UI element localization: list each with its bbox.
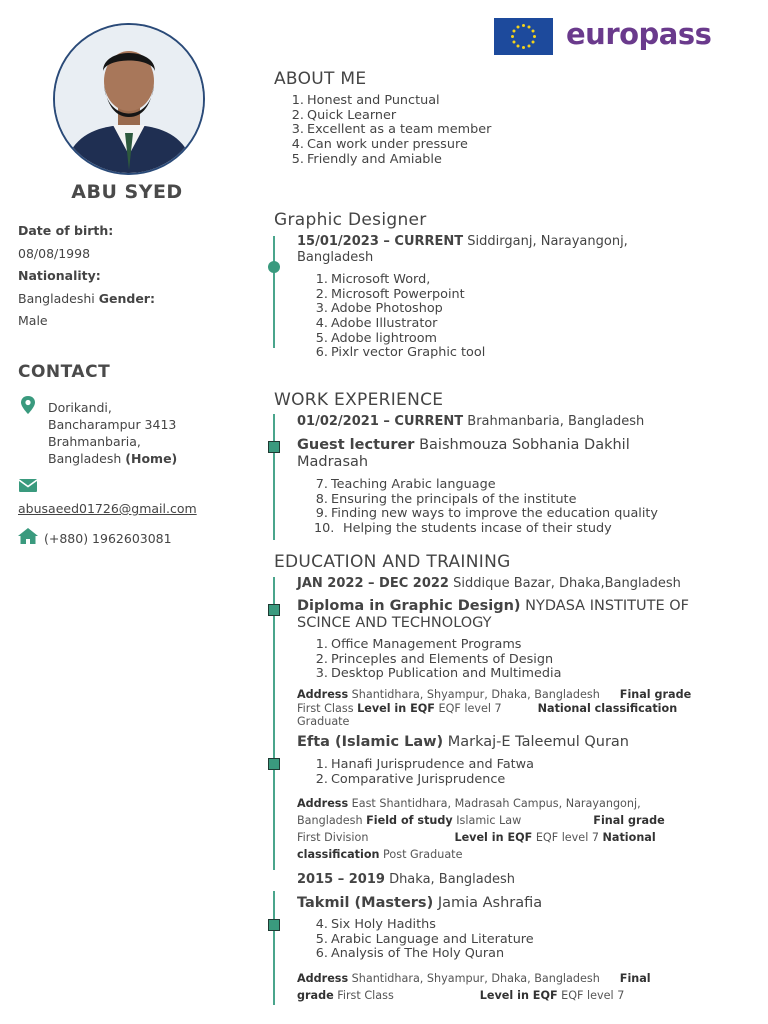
list-item: 1. Microsoft Word, xyxy=(315,272,431,287)
list-item: 8. Ensuring the principals of the institute xyxy=(315,491,577,507)
dob-label: Date of birth: xyxy=(18,223,114,238)
edu1-date: JAN 2022 – DEC 2022 xyxy=(297,576,449,591)
list-item: 3. Desktop Publication and Multimedia xyxy=(315,666,562,682)
list-item: 5. Arabic Language and Literature xyxy=(315,931,534,947)
list-item: 1. Hanafi Jurisprudence and Fatwa xyxy=(315,757,534,772)
work-date: 01/02/2021 – CURRENT xyxy=(297,414,464,429)
flag-star xyxy=(517,25,520,28)
list-item: 1. Honest and Punctual xyxy=(291,93,440,108)
address-line: Bancharampur 3413 xyxy=(48,417,177,432)
edu1-date-location: JAN 2022 – DEC 2022 Siddique Bazar, Dhaka,Bangladesh xyxy=(297,576,681,591)
list-item: 6. Analysis of The Holy Quran xyxy=(315,946,505,962)
dob-value: 08/08/1998 xyxy=(18,245,91,261)
list-item: 2. Princeples and Elements of Design xyxy=(315,651,554,667)
address-line: Brahmanbaria, xyxy=(48,434,141,449)
nationality-label: Nationality: xyxy=(18,268,101,284)
timeline-line xyxy=(273,891,275,1005)
graphic-heading: Graphic Designer xyxy=(274,210,427,230)
work-position: Guest lecturer Baishmouza Sobhania Dakhil Madrasah xyxy=(297,437,630,470)
timeline-marker xyxy=(268,758,280,770)
list-item: 6. Pixlr vector Graphic tool xyxy=(315,345,486,361)
flag-star xyxy=(511,35,514,38)
graphic-skills-list xyxy=(314,273,485,361)
flag-star xyxy=(532,41,535,44)
nationality-value: Bangladeshi xyxy=(18,290,95,306)
list-item: 9. Finding new ways to improve the education quality xyxy=(315,506,659,522)
gender-value: Male xyxy=(18,313,48,329)
about-heading: ABOUT ME xyxy=(274,69,367,89)
graphic-date: 15/01/2023 – CURRENT xyxy=(297,234,464,249)
edu3-date: 2015 – 2019 xyxy=(297,872,385,887)
edu1-subjects-list xyxy=(314,638,561,682)
list-item: 1. Office Management Programs xyxy=(315,637,522,652)
edu3-subjects-list xyxy=(314,918,534,962)
edu2-details: Address East Shantidhara, Madrasah Campus, Narayangonj, Bangladesh Field of study Islamic Law Final grade First Division Level in EQF EQF level 7 National classification Post Graduate xyxy=(297,797,665,861)
edu3-details: Address Shantidhara, Shyampur, Dhaka, Bangladesh Final grade First Class Level in EQF EQF level 7 xyxy=(297,972,651,1002)
edu1-title: Diploma in Graphic Design) NYDASA INSTITUTE OF SCINCE AND TECHNOLOGY xyxy=(297,598,690,631)
flag-star xyxy=(522,46,525,49)
list-item: 10. Helping the students incase of their study xyxy=(314,521,612,537)
candidate-name: ABU SYED xyxy=(71,181,183,203)
address-line: Dorikandi, xyxy=(48,400,112,415)
flag-star xyxy=(512,41,515,44)
contact-heading: CONTACT xyxy=(18,362,111,382)
flag-star xyxy=(512,30,515,33)
list-item: 2. Comparative Jurisprudence xyxy=(315,771,506,787)
list-item: 5. Friendly and Amiable xyxy=(291,151,442,167)
list-item: 2. Quick Learner xyxy=(291,107,397,123)
envelope-icon xyxy=(19,477,37,496)
flag-star xyxy=(517,45,520,48)
timeline-line xyxy=(273,577,275,870)
timeline-marker xyxy=(268,919,280,931)
timeline-marker xyxy=(268,441,280,453)
edu1-details: Address Shantidhara, Shyampur, Dhaka, Bangladesh Final grade First Class Level in EQF EQF level 7 National classification Graduate xyxy=(297,688,692,728)
list-item: 3. Excellent as a team member xyxy=(291,122,492,138)
profile-photo xyxy=(53,23,205,175)
work-heading: WORK EXPERIENCE xyxy=(274,390,444,410)
gender-label: Gender: xyxy=(98,290,155,306)
flag-star xyxy=(528,45,531,48)
list-item: 2. Microsoft Powerpoint xyxy=(315,286,465,302)
work-date-location: 01/02/2021 – CURRENT Brahmanbaria, Bangladesh xyxy=(297,414,645,429)
timeline-line xyxy=(273,414,275,540)
timeline-dot xyxy=(268,261,280,273)
edu3-date-location: 2015 – 2019 Dhaka, Bangladesh xyxy=(297,872,516,887)
europass-logo: europass xyxy=(566,17,712,51)
flag-star xyxy=(528,25,531,28)
list-item: 7. Teaching Arabic language xyxy=(315,477,496,492)
flag-star xyxy=(533,35,536,38)
timeline-marker xyxy=(268,604,280,616)
work-duties-list xyxy=(314,478,658,537)
personal-info xyxy=(18,220,248,333)
flag-star xyxy=(532,30,535,33)
graphic-date-location: 15/01/2023 – CURRENT Siddirganj, Narayangonj, Bangladesh xyxy=(297,234,628,265)
work-role: Guest lecturer xyxy=(297,437,415,453)
edu2-title: Efta (Islamic Law) Markaj-E Taleemul Quran xyxy=(297,734,629,750)
address-tag: (Home) xyxy=(125,451,178,466)
home-address xyxy=(48,399,248,467)
list-item: 4. Can work under pressure xyxy=(291,137,468,153)
list-item: 5. Adobe lightroom xyxy=(315,330,438,346)
flag-star xyxy=(522,24,525,27)
list-item: 4. Adobe Illustrator xyxy=(315,316,438,332)
education-heading: EDUCATION AND TRAINING xyxy=(274,552,511,572)
list-item: 3. Adobe Photoshop xyxy=(315,301,443,317)
timeline-line xyxy=(273,236,275,348)
edu2-subjects-list xyxy=(314,758,534,787)
email-link[interactable]: abusaeed01726@gmail.com xyxy=(18,501,197,516)
home-icon xyxy=(18,528,38,548)
eu-flag-icon xyxy=(494,18,553,55)
location-pin-icon xyxy=(20,396,36,418)
edu3-title: Takmil (Masters) Jamia Ashrafia xyxy=(297,895,543,911)
about-list xyxy=(290,94,491,167)
address-line: Bangladesh xyxy=(48,451,122,466)
list-item: 4. Six Holy Hadiths xyxy=(315,917,436,932)
phone-number: (+880) 1962603081 xyxy=(44,531,172,546)
